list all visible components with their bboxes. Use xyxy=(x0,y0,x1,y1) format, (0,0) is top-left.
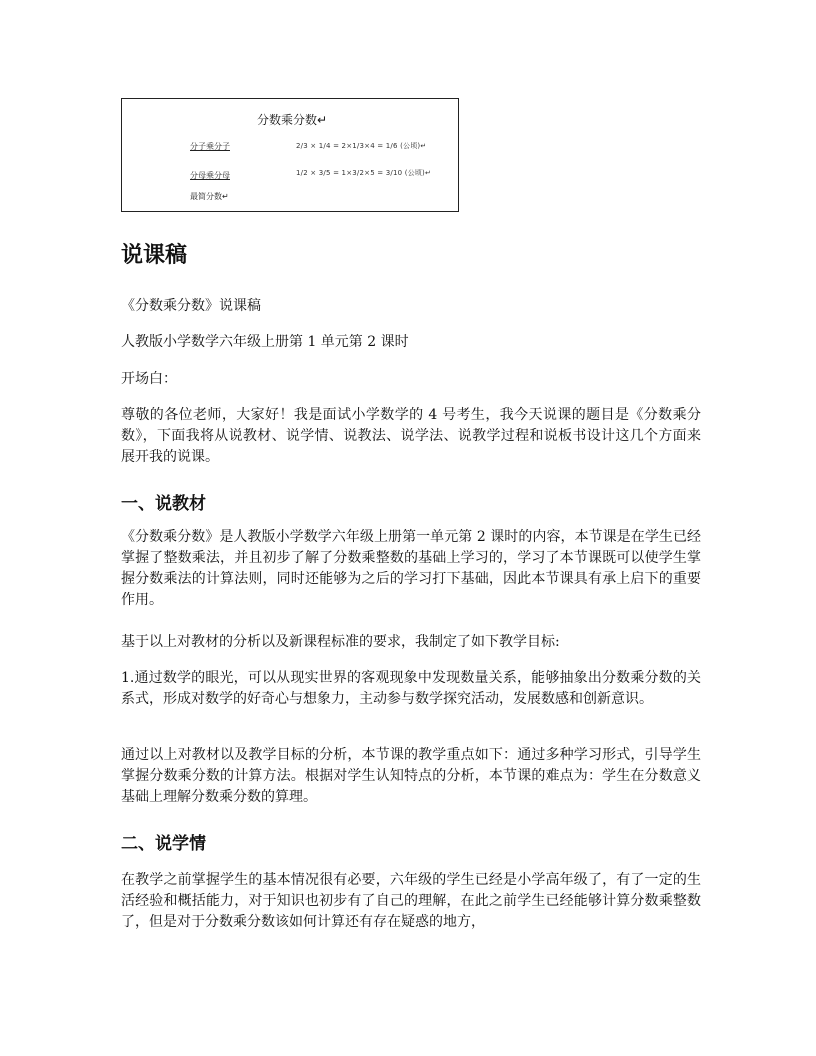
paragraph-title: 《分数乘分数》说课稿 xyxy=(121,298,261,314)
paragraph-key-points: 通过以上对教材以及教学目标的分析，本节课的教学重点如下：通过多种学习形式，引导学生掌握分数乘分数的计算方法。根据对学生认知特点的分析，本节课的难点为：学生在分数意义基础上理解分数乘分数的算理。 xyxy=(121,747,701,805)
blackboard-design-image xyxy=(121,98,459,212)
board-formula-2: 1/2 × 3/5 = 1×3/2×5 = 3/10 (公顷)↵ xyxy=(296,169,432,177)
board-formula-1: 2/3 × 1/4 = 2×1/3×4 = 1/6 (公顷)↵ xyxy=(296,142,427,150)
board-label-simplest: 最简分数↵ xyxy=(190,192,229,201)
paragraph-textbook-info: 人教版小学数学六年级上册第 1 单元第 2 课时 xyxy=(121,334,409,350)
section-heading-students: 二、说学情 xyxy=(121,834,206,854)
paragraph-opening-label: 开场白： xyxy=(121,371,177,387)
board-label-denominator: 分母乘分母 xyxy=(190,171,230,180)
paragraph-textbook-analysis: 《分数乘分数》是人教版小学数学六年级上册第一单元第 2 课时的内容，本节课是在学生已经掌握了整数乘法，并且初步了解了分数乘整数的基础上学习的，学习了本节课既可以使学生掌握分数乘法的计算法则，同时还能够为之后的学习打下基础，因此本节课具有承上启下的重要作用。 xyxy=(121,529,701,608)
paragraph-goals-intro: 基于以上对教材的分析以及新课程标准的要求，我制定了如下教学目标: xyxy=(121,634,560,650)
board-title: 分数乘分数↵ xyxy=(257,113,328,127)
paragraph-goal-1: 1.通过数学的眼光，可以从现实世界的客观现象中发现数量关系，能够抽象出分数乘分数的关系式，形成对数学的好奇心与想象力，主动参与数学探究活动，发展数感和创新意识。 xyxy=(121,670,701,707)
paragraph-opening: 尊敬的各位老师，大家好！我是面试小学数学的 4 号考生，我今天说课的题目是《分数乘分数》，下面我将从说教材、说学情、说教法、说学法、说教学过程和说板书设计这几个方面来展开我的说课。 xyxy=(121,407,701,465)
section-heading-textbook: 一、说教材 xyxy=(121,494,206,514)
paragraph-students: 在教学之前掌握学生的基本情况很有必要，六年级的学生已经是小学高年级了，有了一定的生活经验和概括能力，对于知识也初步有了自己的理解，在此之前学生已经能够计算分数乘整数了，但是对于分数乘分数该如何计算还有存在疑惑的地方， xyxy=(121,872,701,930)
document-heading: 说课稿 xyxy=(121,243,188,268)
board-label-numerator: 分子乘分子 xyxy=(190,142,230,151)
